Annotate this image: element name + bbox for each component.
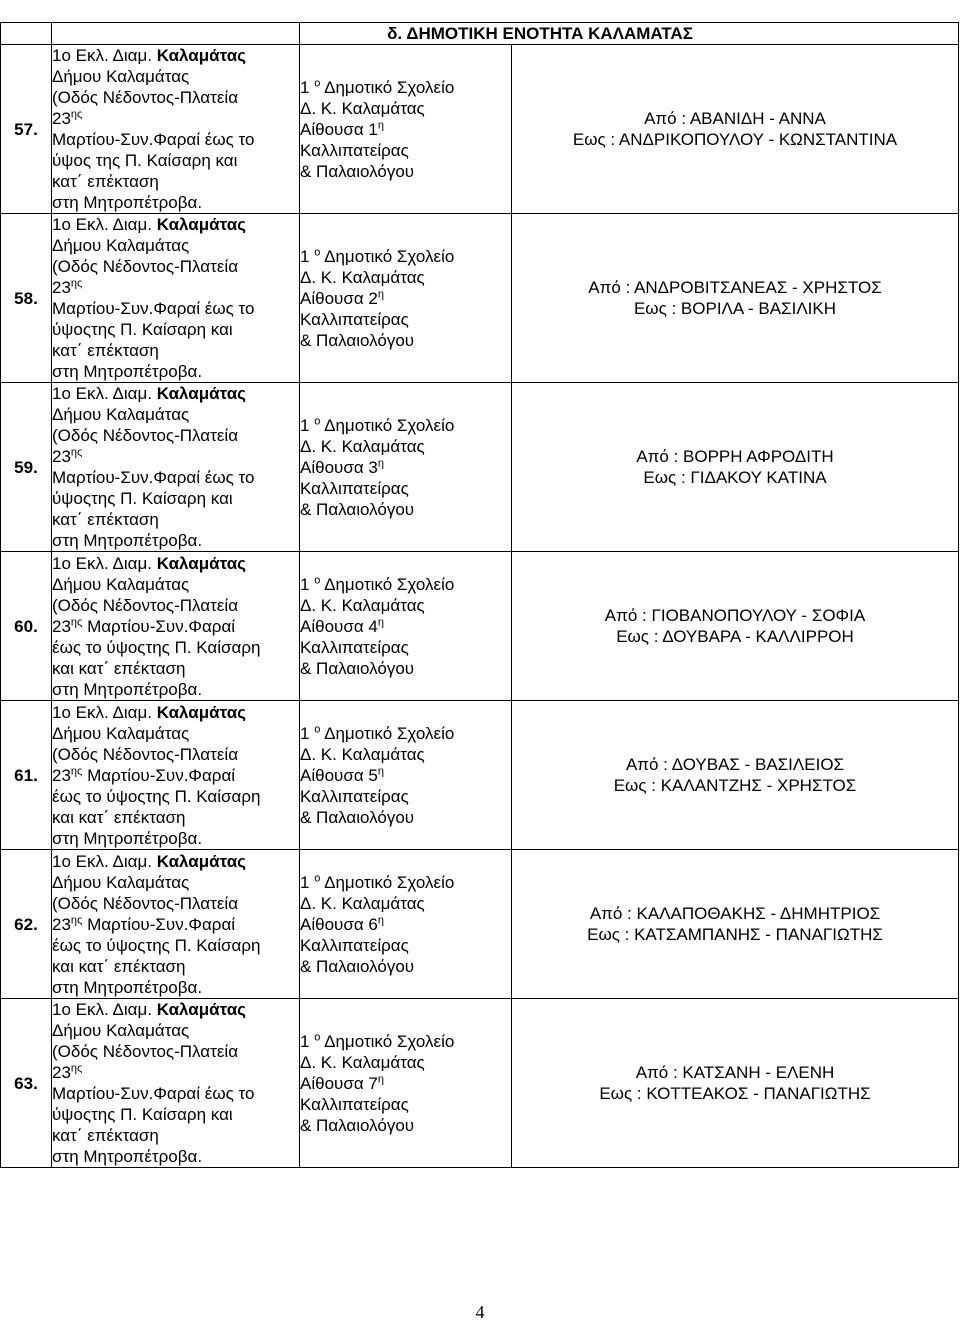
location-line: ύψοςτης Π. Καίσαρη και — [52, 1105, 233, 1124]
school-sup: ο — [314, 245, 321, 258]
location-line — [52, 702, 299, 723]
school-line — [300, 765, 511, 786]
school-text: Αίθουσα — [300, 288, 364, 308]
room-number: 7 — [368, 1073, 378, 1093]
range-from: Από : ΔΟΥΒΑΣ - ΒΑΣΙΛΕΙΟΣ — [625, 755, 845, 774]
location-text: 1ο Εκλ. Διαμ. — [52, 215, 157, 234]
location-text: 23 — [52, 109, 71, 128]
room-number: 5 — [368, 765, 378, 785]
location-cell — [52, 45, 300, 214]
location-line: στη Μητροπέτροβα. — [52, 362, 203, 381]
location-line: έως το ύψοςτης Π. Καίσαρη — [52, 786, 261, 806]
location-line: (Οδός Νέδοντος-Πλατεία — [52, 257, 239, 276]
school-line: & Παλαιολόγου — [300, 956, 415, 976]
range-to: Εως : ΓΙΔΑΚΟΥ ΚΑΤΙΝΑ — [643, 468, 827, 487]
location-line — [52, 214, 299, 235]
location-line: (Οδός Νέδοντος-Πλατεία — [52, 88, 239, 107]
empty-cell — [1, 23, 52, 45]
row-number — [1, 701, 52, 850]
location-text: 23 — [52, 447, 71, 466]
row-number-text: 59. — [14, 457, 38, 477]
voter-range-cell — [512, 214, 959, 383]
location-line: Δήμου Καλαμάτας — [52, 405, 190, 424]
location-line: στη Μητροπέτροβα. — [52, 531, 203, 550]
school-sup: η — [377, 1072, 384, 1085]
school-text: 1 — [300, 574, 310, 594]
range-from: Από : ΑΒΑΝΙΔΗ - ΑΝΝΑ — [644, 109, 826, 128]
location-line: ύψος της Π. Καίσαρη και — [52, 151, 238, 170]
location-line: Δήμου Καλαμάτας — [52, 574, 190, 594]
location-cell — [52, 999, 300, 1168]
location-line: (Οδός Νέδοντος-Πλατεία — [52, 595, 239, 615]
location-text: 1ο Εκλ. Διαμ. — [52, 46, 157, 65]
school-line: & Παλαιολόγου — [300, 161, 415, 181]
range-from: Από : ΚΑΤΣΑΝΗ - ΕΛΕΝΗ — [635, 1063, 835, 1082]
table-row — [1, 701, 959, 850]
school-cell — [300, 999, 512, 1168]
school-line: Δ. Κ. Καλαμάτας — [300, 436, 425, 456]
location-line: ύψοςτης Π. Καίσαρη και — [52, 489, 233, 508]
school-sup: ο — [314, 722, 321, 735]
location-line — [52, 999, 299, 1020]
school-text: Δημοτικό Σχολείο — [324, 574, 455, 594]
location-sup: ης — [70, 108, 83, 121]
school-line: & Παλαιολόγου — [300, 658, 415, 678]
school-sup: η — [377, 913, 384, 926]
school-cell — [300, 701, 512, 850]
location-line: στη Μητροπέτροβα. — [52, 1147, 203, 1166]
location-text-bold: Καλαμάτας — [156, 215, 246, 234]
range-to: Εως : ΒΟΡΙΛΑ - ΒΑΣΙΛΙΚΗ — [633, 299, 837, 318]
school-text: Αίθουσα — [300, 457, 364, 477]
section-header-row — [1, 23, 959, 45]
school-text: Αίθουσα — [300, 119, 364, 139]
row-number — [1, 383, 52, 552]
school-text: Δημοτικό Σχολείο — [324, 1031, 455, 1051]
location-line: (Οδός Νέδοντος-Πλατεία — [52, 744, 239, 764]
school-text: Αίθουσα — [300, 765, 364, 785]
location-line: ύψοςτης Π. Καίσαρη και — [52, 320, 233, 339]
location-cell — [52, 701, 300, 850]
room-number: 1 — [368, 119, 378, 139]
location-sup: ης — [70, 1062, 83, 1075]
location-line: Δήμου Καλαμάτας — [52, 236, 190, 255]
document-page — [0, 22, 959, 1168]
location-text-bold: Καλαμάτας — [156, 851, 246, 871]
table-row — [1, 45, 959, 214]
location-line: (Οδός Νέδοντος-Πλατεία — [52, 1042, 239, 1061]
location-line — [52, 1062, 299, 1083]
location-line — [52, 616, 299, 637]
location-text: Μαρτίου-Συν.Φαραί — [82, 914, 236, 934]
school-text: Δημοτικό Σχολείο — [324, 415, 455, 435]
location-line — [52, 277, 299, 298]
range-to: Εως : ΚΑΤΣΑΜΠΑΝΗΣ - ΠΑΝΑΓΙΩΤΗΣ — [587, 925, 883, 944]
location-sup: ης — [70, 913, 83, 926]
section-title — [300, 23, 959, 45]
range-to: Εως : ΚΑΛΑΝΤΖΗΣ - ΧΡΗΣΤΟΣ — [613, 776, 857, 795]
school-text: 1 — [300, 872, 310, 892]
location-sup: ης — [70, 446, 83, 459]
row-number-text: 60. — [14, 616, 38, 636]
location-cell — [52, 552, 300, 701]
voter-range-cell — [512, 850, 959, 999]
school-line — [300, 288, 511, 309]
location-text: Μαρτίου-Συν.Φαραί — [82, 765, 236, 785]
school-sup: ο — [314, 573, 321, 586]
school-cell — [300, 850, 512, 999]
table-row — [1, 383, 959, 552]
row-number — [1, 850, 52, 999]
school-line — [300, 872, 511, 893]
location-line: Δήμου Καλαμάτας — [52, 1021, 190, 1040]
school-line: & Παλαιολόγου — [300, 807, 415, 827]
section-title-text: δ. ΔΗΜΟΤΙΚΗ ΕΝΟΤΗΤΑ ΚΑΛΑΜΑΤΑΣ — [387, 24, 693, 43]
location-line: στη Μητροπέτροβα. — [52, 828, 203, 848]
location-line: κατ΄ επέκταση — [52, 341, 159, 360]
school-line — [300, 119, 511, 140]
location-text: 1ο Εκλ. Διαμ. — [52, 702, 157, 722]
table-row — [1, 999, 959, 1168]
location-line — [52, 553, 299, 574]
school-text: 1 — [300, 1031, 310, 1051]
location-text: 23 — [52, 1063, 71, 1082]
school-sup: ο — [314, 1030, 321, 1043]
location-text: 23 — [52, 914, 71, 934]
school-text: 1 — [300, 415, 310, 435]
school-line — [300, 1031, 511, 1052]
location-line: και κατ΄ επέκταση — [52, 658, 186, 678]
location-cell — [52, 383, 300, 552]
school-line: Δ. Κ. Καλαμάτας — [300, 1052, 425, 1072]
location-line: Μαρτίου-Συν.Φαραί έως το — [52, 1084, 255, 1103]
range-to: Εως : ΚΟΤΤΕΑΚΟΣ - ΠΑΝΑΓΙΩΤΗΣ — [599, 1084, 871, 1103]
row-number-text: 61. — [14, 765, 38, 785]
location-sup: ης — [70, 277, 83, 290]
location-text-bold: Καλαμάτας — [156, 702, 246, 722]
school-sup: η — [377, 764, 384, 777]
school-line: Δ. Κ. Καλαμάτας — [300, 595, 425, 615]
row-number-text: 63. — [14, 1073, 38, 1093]
school-text: 1 — [300, 723, 310, 743]
location-line — [52, 383, 299, 404]
location-line: Δήμου Καλαμάτας — [52, 67, 190, 86]
location-line: Μαρτίου-Συν.Φαραί έως το — [52, 299, 255, 318]
polling-stations-table — [0, 22, 959, 1168]
school-sup: ο — [314, 871, 321, 884]
school-cell — [300, 383, 512, 552]
school-text: Δημοτικό Σχολείο — [324, 723, 455, 743]
location-line: έως το ύψοςτης Π. Καίσαρη — [52, 935, 261, 955]
range-to: Εως : ΑΝΔΡΙΚΟΠΟΥΛΟΥ - ΚΩΝΣΤΑΝΤΙΝΑ — [572, 130, 898, 149]
location-line: κατ΄ επέκταση — [52, 1126, 159, 1145]
location-line — [52, 851, 299, 872]
school-line — [300, 616, 511, 637]
page-number: 4 — [475, 1302, 485, 1322]
location-text-bold: Καλαμάτας — [156, 46, 246, 65]
room-number: 4 — [368, 616, 378, 636]
location-line — [52, 45, 299, 66]
school-line: Καλλιπατείρας — [300, 478, 409, 498]
row-number-text: 58. — [14, 288, 38, 308]
table-row — [1, 552, 959, 701]
location-text: 23 — [52, 278, 71, 297]
school-line: Καλλιπατείρας — [300, 786, 409, 806]
school-text: 1 — [300, 246, 310, 266]
table-row — [1, 214, 959, 383]
school-sup: η — [377, 118, 384, 131]
school-sup: ο — [314, 414, 321, 427]
range-to: Εως : ΔΟΥΒΑΡΑ - ΚΑΛΛΙΡΡΟΗ — [616, 627, 854, 646]
school-line — [300, 1073, 511, 1094]
school-text: Αίθουσα — [300, 914, 364, 934]
room-number: 6 — [368, 914, 378, 934]
row-number-text: 62. — [14, 914, 38, 934]
school-line: Καλλιπατείρας — [300, 309, 409, 329]
range-from: Από : ΑΝΔΡΟΒΙΤΣΑΝΕΑΣ - ΧΡΗΣΤΟΣ — [588, 278, 882, 297]
location-text: 23 — [52, 616, 71, 636]
range-from: Από : ΚΑΛΑΠΟΘΑΚΗΣ - ΔΗΜΗΤΡΙΟΣ — [589, 904, 881, 923]
school-line — [300, 415, 511, 436]
school-line — [300, 914, 511, 935]
location-line: (Οδός Νέδοντος-Πλατεία — [52, 893, 239, 913]
school-line: Δ. Κ. Καλαμάτας — [300, 267, 425, 287]
location-text-bold: Καλαμάτας — [156, 553, 246, 573]
location-line: Δήμου Καλαμάτας — [52, 872, 190, 892]
location-text: 1ο Εκλ. Διαμ. — [52, 1000, 157, 1019]
location-line — [52, 914, 299, 935]
school-line: Καλλιπατείρας — [300, 1094, 409, 1114]
voter-range-cell — [512, 45, 959, 214]
school-cell — [300, 552, 512, 701]
school-text: Δημοτικό Σχολείο — [324, 872, 455, 892]
school-line — [300, 574, 511, 595]
school-line: & Παλαιολόγου — [300, 330, 415, 350]
location-line: έως το ύψοςτης Π. Καίσαρη — [52, 637, 261, 657]
location-line: και κατ΄ επέκταση — [52, 956, 186, 976]
location-text: 1ο Εκλ. Διαμ. — [52, 553, 157, 573]
school-sup: η — [377, 456, 384, 469]
school-cell — [300, 214, 512, 383]
school-line: Καλλιπατείρας — [300, 935, 409, 955]
voter-range-cell — [512, 552, 959, 701]
voter-range-cell — [512, 701, 959, 850]
school-text: Αίθουσα — [300, 1073, 364, 1093]
location-line — [52, 108, 299, 129]
voter-range-cell — [512, 999, 959, 1168]
table-row — [1, 850, 959, 999]
location-line: κατ΄ επέκταση — [52, 172, 159, 191]
empty-cell — [52, 23, 300, 45]
school-line: & Παλαιολόγου — [300, 1115, 415, 1135]
location-line: στη Μητροπέτροβα. — [52, 679, 203, 699]
row-number-text: 57. — [14, 119, 38, 139]
range-from: Από : ΓΙΟΒΑΝΟΠΟΥΛΟΥ - ΣΟΦΙΑ — [604, 606, 866, 625]
school-sup: η — [377, 615, 384, 628]
location-text: 1ο Εκλ. Διαμ. — [52, 851, 157, 871]
room-number: 3 — [368, 457, 378, 477]
school-text: 1 — [300, 77, 310, 97]
row-number — [1, 45, 52, 214]
room-number: 2 — [368, 288, 378, 308]
location-line: στη Μητροπέτροβα. — [52, 977, 203, 997]
school-line: Δ. Κ. Καλαμάτας — [300, 744, 425, 764]
range-from: Από : ΒΟΡΡΗ ΑΦΡΟΔΙΤΗ — [636, 447, 834, 466]
voter-range-cell — [512, 383, 959, 552]
location-line: (Οδός Νέδοντος-Πλατεία — [52, 426, 239, 445]
school-line — [300, 457, 511, 478]
row-number — [1, 552, 52, 701]
school-line — [300, 77, 511, 98]
location-sup: ης — [70, 615, 83, 628]
location-cell — [52, 214, 300, 383]
location-line: και κατ΄ επέκταση — [52, 807, 186, 827]
location-text-bold: Καλαμάτας — [156, 1000, 246, 1019]
location-line: στη Μητροπέτροβα. — [52, 193, 203, 212]
school-line: Καλλιπατείρας — [300, 637, 409, 657]
location-cell — [52, 850, 300, 999]
school-cell — [300, 45, 512, 214]
school-sup: ο — [314, 76, 321, 89]
location-line: Δήμου Καλαμάτας — [52, 723, 190, 743]
row-number — [1, 999, 52, 1168]
location-text: Μαρτίου-Συν.Φαραί — [82, 616, 236, 636]
school-line: & Παλαιολόγου — [300, 499, 415, 519]
school-line: Δ. Κ. Καλαμάτας — [300, 893, 425, 913]
school-sup: η — [377, 287, 384, 300]
school-text: Δημοτικό Σχολείο — [324, 246, 455, 266]
location-text: 1ο Εκλ. Διαμ. — [52, 384, 157, 403]
school-line — [300, 723, 511, 744]
location-line — [52, 446, 299, 467]
location-line: Μαρτίου-Συν.Φαραί έως το — [52, 130, 255, 149]
row-number — [1, 214, 52, 383]
school-line: Δ. Κ. Καλαμάτας — [300, 98, 425, 118]
location-text-bold: Καλαμάτας — [156, 384, 246, 403]
location-line: κατ΄ επέκταση — [52, 510, 159, 529]
school-text: Αίθουσα — [300, 616, 364, 636]
school-line: Καλλιπατείρας — [300, 140, 409, 160]
location-line — [52, 765, 299, 786]
school-text: Δημοτικό Σχολείο — [324, 77, 455, 97]
school-line — [300, 246, 511, 267]
location-text: 23 — [52, 765, 71, 785]
location-sup: ης — [70, 764, 83, 777]
location-line: Μαρτίου-Συν.Φαραί έως το — [52, 468, 255, 487]
